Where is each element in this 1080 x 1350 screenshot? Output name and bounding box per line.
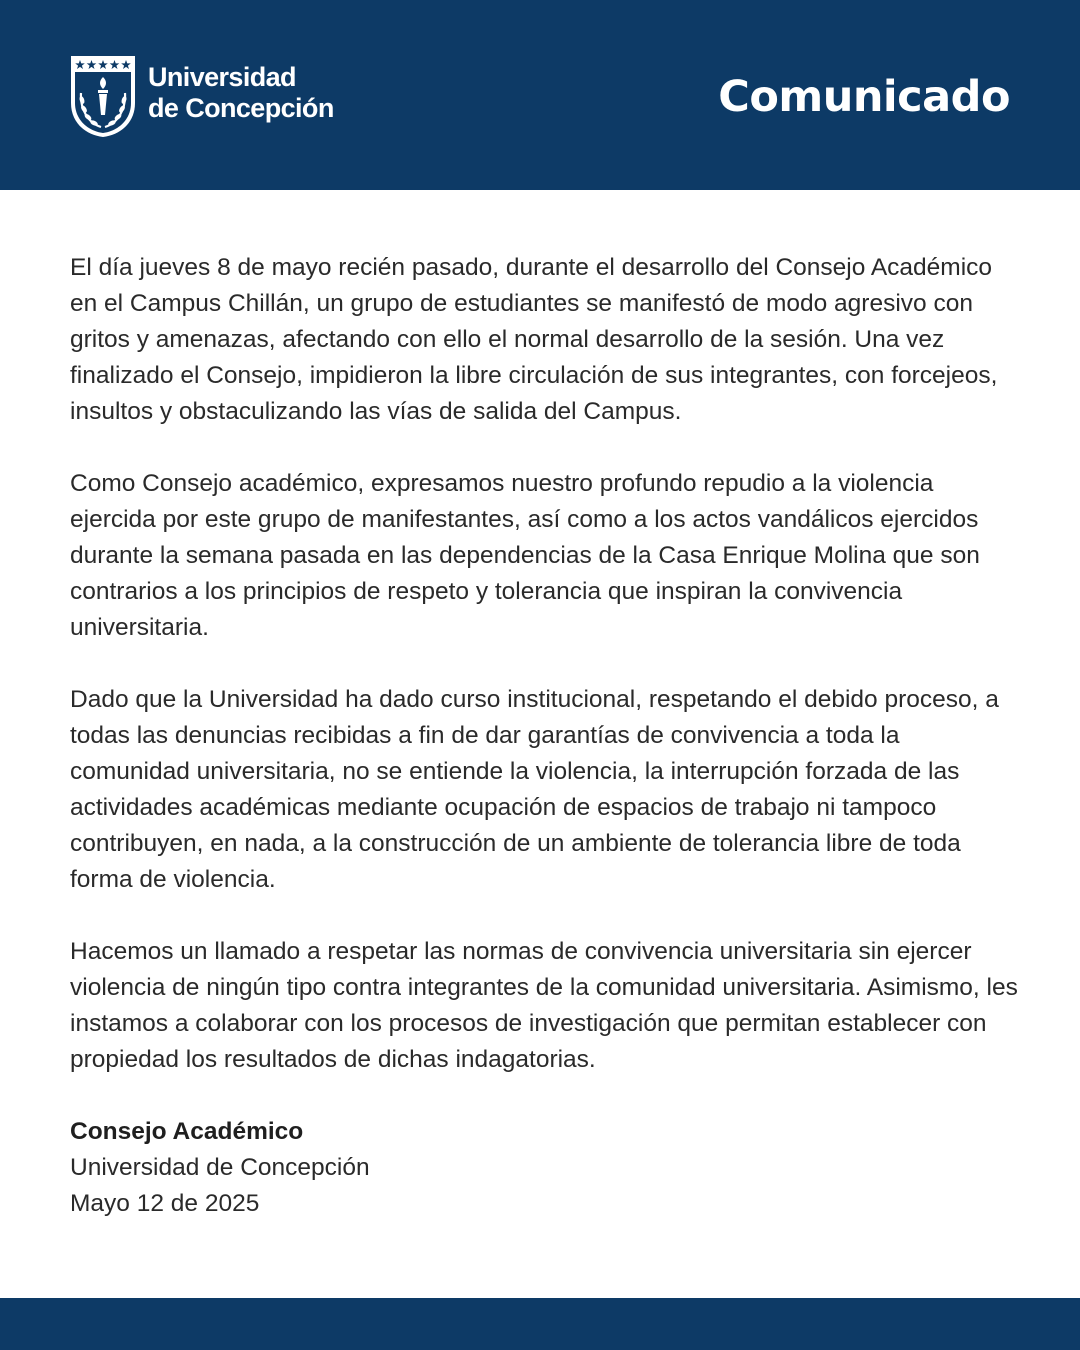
paragraph-1: El día jueves 8 de mayo recién pasado, durante el desarrollo del Consejo Académico en el Campus Chillán, un grupo de estudiantes se manifestó de modo agresivo con gritos y amenazas, afectando con ello el normal desarrollo de la sesión. Una vez finalizado el Consejo, impidieron la libre circulación de sus integrantes, con forcejeos, insultos y obstaculizando las vías de salida del Campus. [70,254,998,425]
signature-block [70,1114,1020,1222]
paragraph-3: Dado que la Universidad ha dado curso institucional, respetando el debido proceso, a todas las denuncias recibidas a fin de dar garantías de convivencia a toda la comunidad universitaria, no se entiende la violencia, la interrupción forzada de las actividades académicas mediante ocupación de espacios de trabajo ni tampoco contribuyen, en nada, a la construcción de un ambiente de tolerancia libre de toda forma de violencia. [70,686,999,893]
header-banner [0,0,1080,190]
wordmark-line-1: Universidad [148,62,296,92]
signature-institution: Universidad de Concepción [70,1154,370,1181]
footer-bar [0,1298,1080,1350]
university-shield-icon [68,53,138,139]
signature-date: Mayo 12 de 2025 [70,1190,260,1217]
signature-name: Consejo Académico [70,1118,304,1145]
paragraph-4: Hacemos un llamado a respetar las normas de convivencia universitaria sin ejercer violencia de ningún tipo contra integrantes de la comunidad universitaria. Asimismo, les instamos a colaborar con los procesos de investigación que permitan establecer con propiedad los resultados de dichas indagatorias. [70,938,1018,1073]
statement-body [70,250,1020,1222]
university-wordmark [148,62,334,124]
wordmark-line-2: de Concepción [148,93,334,123]
page-title: Comunicado [718,72,1010,122]
paragraph-2: Como Consejo académico, expresamos nuestro profundo repudio a la violencia ejercida por este grupo de manifestantes, así como a los actos vandálicos ejercidos durante la semana pasada en las dependencias de la Casa Enrique Molina que son contrarios a los principios de respeto y tolerancia que inspiran la convivencia universitaria. [70,470,980,641]
